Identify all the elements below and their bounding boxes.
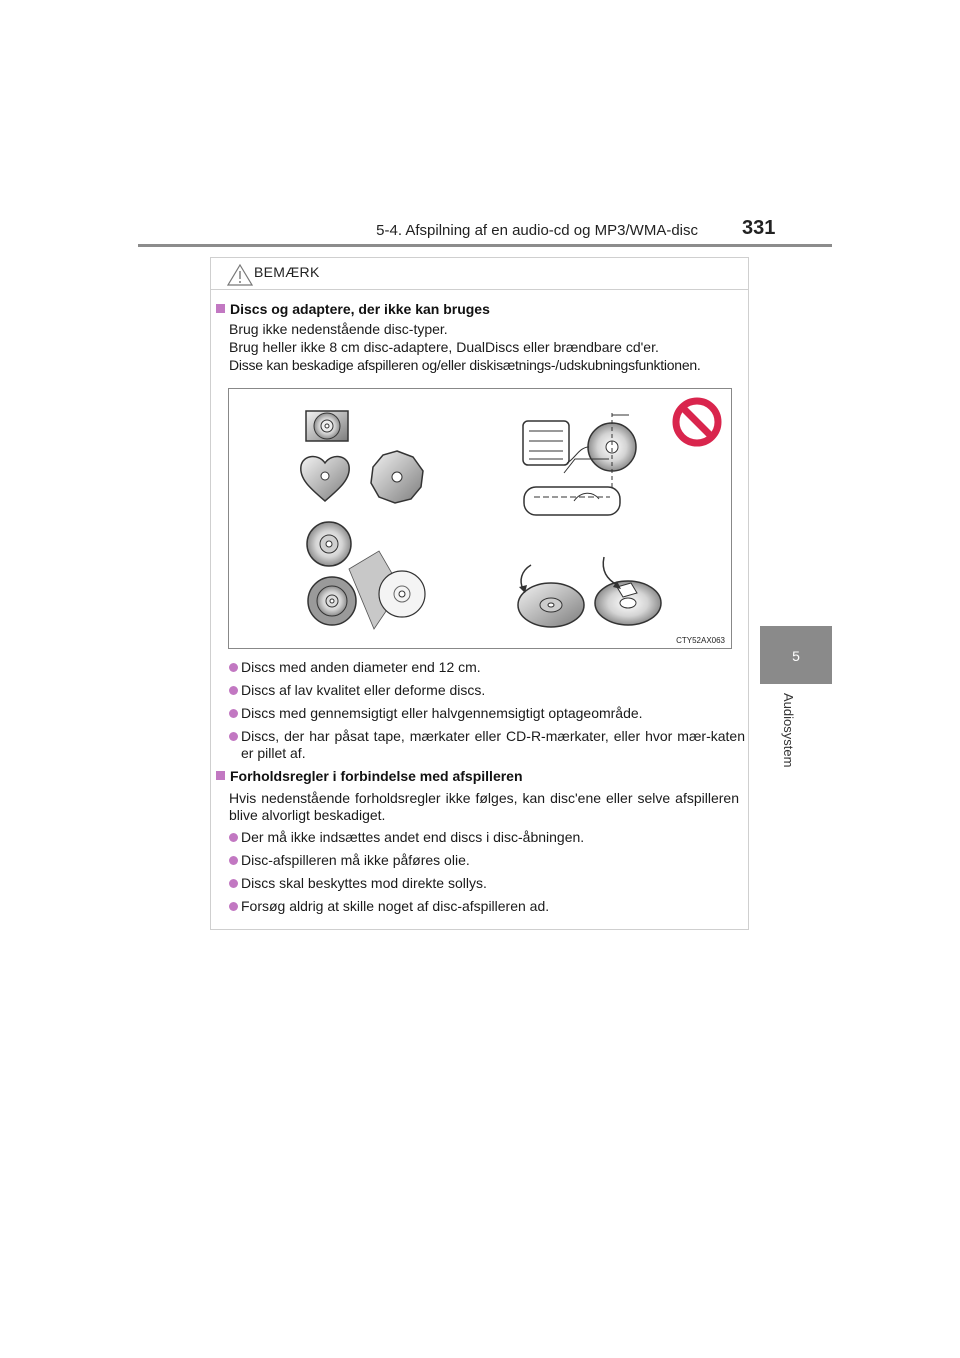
figure-code: CTY52AX063 (676, 636, 725, 645)
list-item: Der må ikke indsættes andet end discs i disc-åbningen. (229, 829, 745, 846)
paragraph-line: Brug heller ikke 8 cm disc-adaptere, DualDiscs eller brændbare cd'er. (229, 339, 659, 355)
chapter-label: Audiosystem (781, 693, 796, 768)
heart-disc-icon (301, 457, 349, 501)
list-item: Discs af lav kvalitet eller deforme discs. (229, 682, 745, 699)
polygon-disc-icon (371, 451, 423, 503)
list-item: Discs med anden diameter end 12 cm. (229, 659, 745, 676)
page-number: 331 (742, 217, 776, 239)
disc-player-label-icon (523, 413, 636, 515)
paragraph: Hvis nedenstående forholdsregler ikke følges, kan disc'ene eller selve afspilleren blive alvorligt beskadiget. (229, 790, 739, 823)
section-heading-player-precautions: Forholdsregler i forbindelse med afspilleren (216, 768, 523, 784)
paragraph-line: Brug ikke nedenstående disc-typer. (229, 321, 448, 337)
peeled-label-discs-icon (518, 557, 661, 627)
header-title: 5-4. Afspilning af en audio-cd og MP3/WMA-disc (376, 222, 698, 239)
header-rule (138, 244, 832, 247)
prohibited-sign-icon (676, 401, 718, 443)
list-item: Discs, der har påsat tape, mærkater eller CD-R-mærkater, eller hvor mær-katen er pillet af. (229, 728, 745, 762)
chapter-tab: 5 (760, 626, 832, 684)
list-item: Disc-afspilleren må ikke påføres olie. (229, 852, 745, 869)
list-item: Discs med gennemsigtigt eller halvgennemsigtigt optageområde. (229, 705, 745, 722)
list-item: Forsøg aldrig at skille noget af disc-afspilleren ad. (229, 898, 745, 915)
paragraph-line: Disse kan beskadige afspilleren og/eller diskisætnings-/udskubningsfunktionen. (229, 357, 701, 373)
notice-header (211, 258, 748, 290)
transparent-disc-and-adapter-icon (307, 522, 425, 629)
section-heading-unusable-discs: Discs og adaptere, der ikke kan bruges (216, 301, 490, 317)
notice-label: BEMÆRK (254, 264, 320, 280)
list-item: Discs skal beskyttes mod direkte sollys. (229, 875, 745, 892)
illustration-frame (228, 388, 732, 649)
square-disc-icon (306, 411, 348, 441)
notice-box (210, 257, 749, 930)
unsupported-discs-illustration (229, 389, 731, 648)
warning-icon (227, 264, 253, 286)
